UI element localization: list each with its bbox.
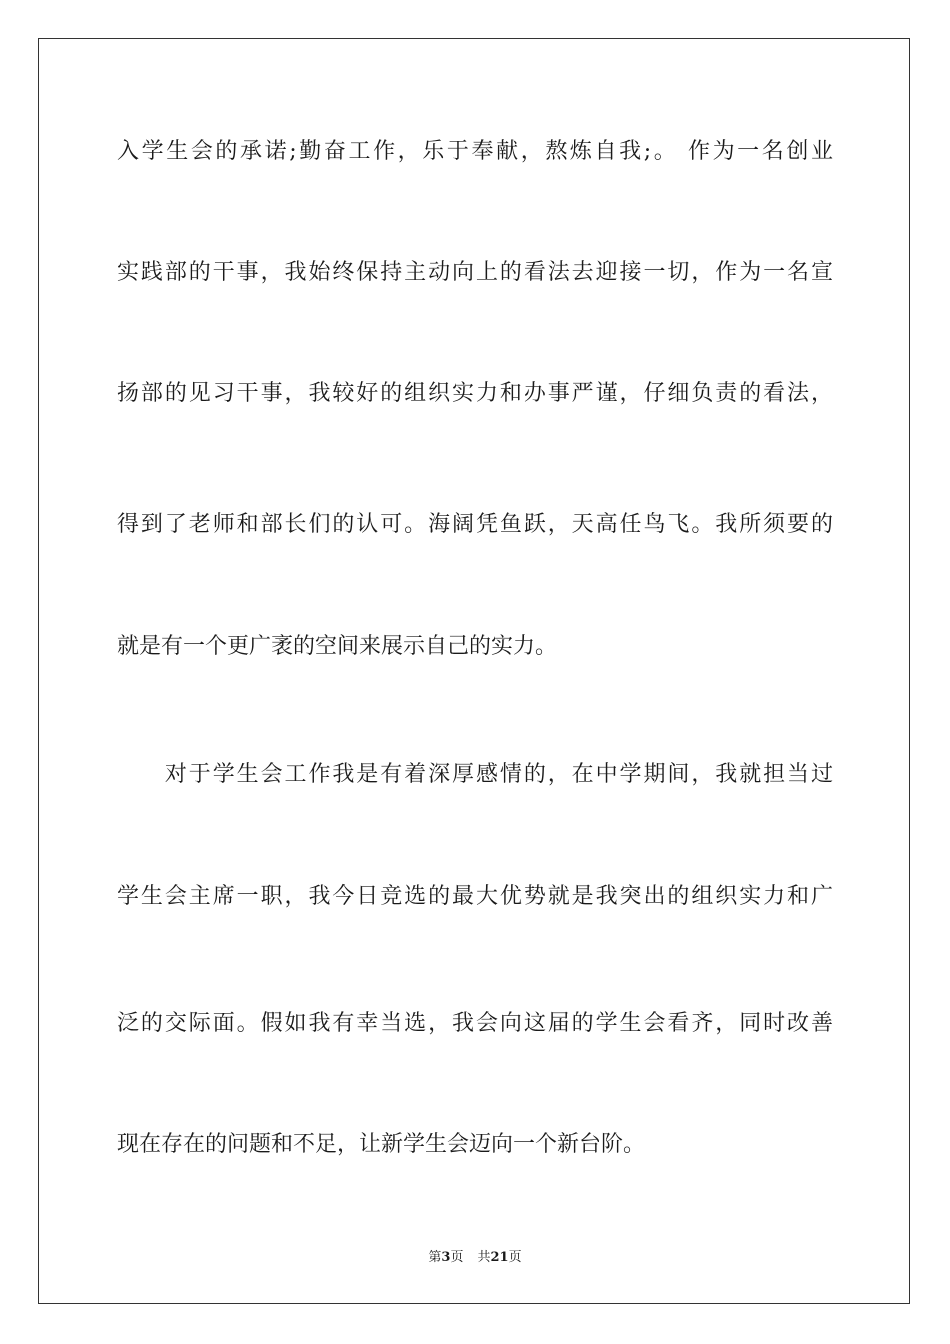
page-suffix: 页 bbox=[450, 1250, 464, 1265]
page-prefix: 第 bbox=[428, 1250, 442, 1265]
body-line-7: 学生会主席一职，我今日竞选的最大优势就是我突出的组织实力和广 bbox=[117, 884, 833, 909]
page-frame bbox=[38, 38, 910, 1304]
body-line-4: 得到了老师和部长们的认可。海阔凭鱼跃，天高任鸟飞。我所须要的 bbox=[117, 512, 833, 537]
page-footer bbox=[0, 1246, 950, 1265]
body-line-2: 实践部的干事，我始终保持主动向上的看法去迎接一切，作为一名宣 bbox=[117, 260, 833, 285]
body-line-5: 就是有一个更广袤的空间来展示自己的实力。 bbox=[117, 634, 558, 659]
page-current: 3 bbox=[441, 1250, 451, 1265]
total-suffix: 页 bbox=[508, 1250, 522, 1265]
body-line-9: 现在存在的问题和不足，让新学生会迈向一个新台阶。 bbox=[117, 1132, 646, 1157]
body-line-3: 扬部的见习干事，我较好的组织实力和办事严谨，仔细负责的看法， bbox=[117, 381, 833, 406]
body-line-8: 泛的交际面。假如我有幸当选，我会向这届的学生会看齐，同时改善 bbox=[117, 1011, 833, 1036]
page-total: 21 bbox=[490, 1250, 509, 1265]
body-line-1: 入学生会的承诺;勤奋工作，乐于奉献，熬炼自我;。 作为一名创业 bbox=[117, 139, 833, 164]
body-line-6: 对于学生会工作我是有着深厚感情的，在中学期间，我就担当过 bbox=[117, 762, 833, 787]
total-prefix: 共 bbox=[477, 1250, 491, 1265]
